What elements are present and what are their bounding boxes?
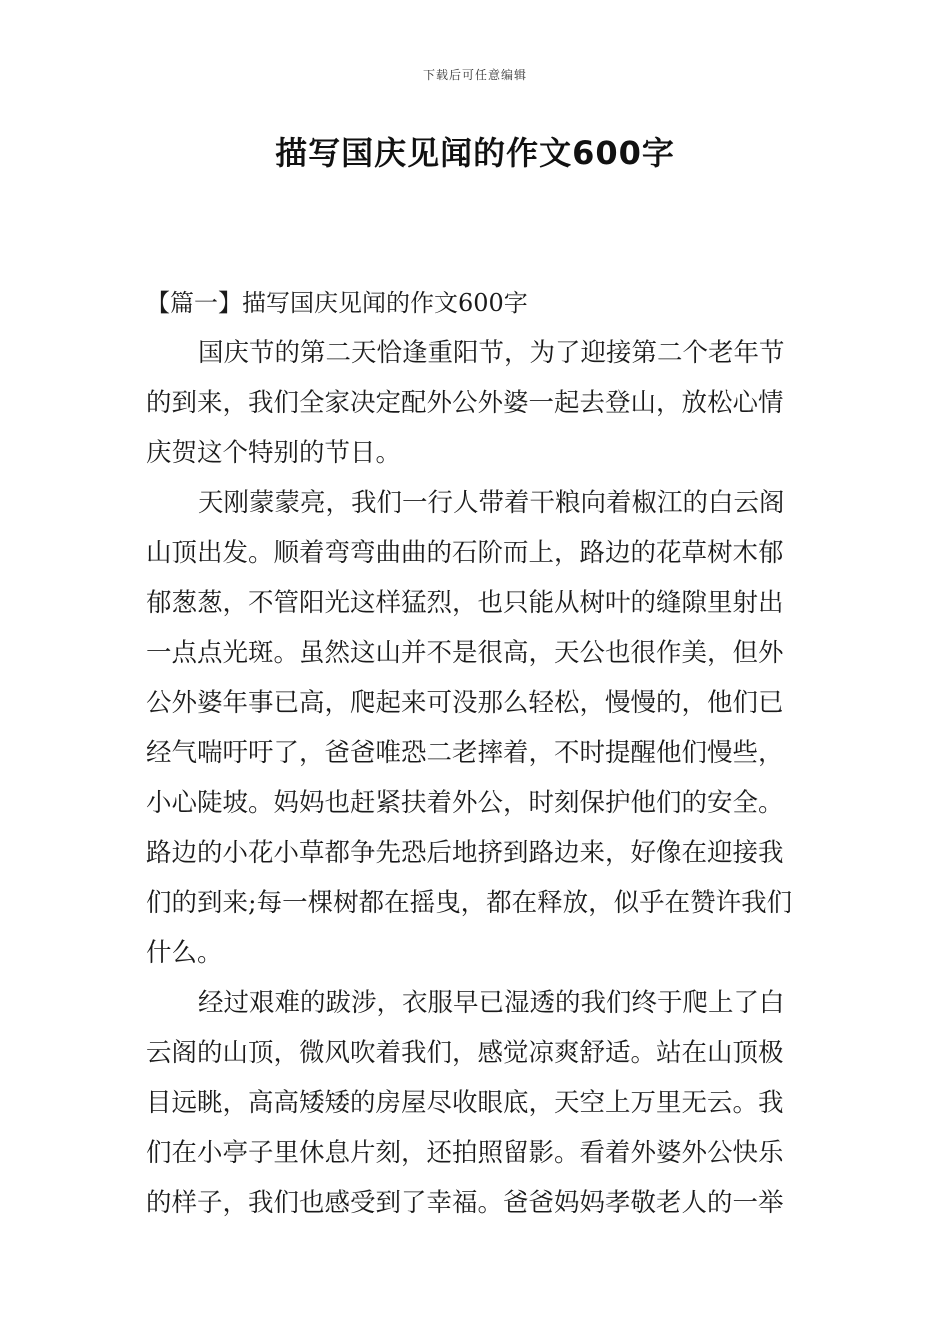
text-line: 经过艰难的跋涉，衣服早已湿透的我们终于爬上了白 xyxy=(198,988,785,1018)
text-line: 公外婆年事已高，爬起来可没那么轻松，慢慢的，他们已 xyxy=(146,688,784,718)
text-line: 们在小亭子里休息片刻，还拍照留影。看着外婆外公快乐 xyxy=(146,1138,784,1168)
document-body xyxy=(146,278,808,1228)
text-line: 们的到来;每一棵树都在摇曳，都在释放，似乎在赞许我们 xyxy=(146,888,793,918)
text-line: 的样子，我们也感受到了幸福。爸爸妈妈孝敬老人的一举 xyxy=(146,1188,784,1218)
text-line: 山顶出发。顺着弯弯曲曲的石阶而上，路边的花草树木郁 xyxy=(146,538,784,568)
text-line: 云阁的山顶，微风吹着我们，感觉凉爽舒适。站在山顶极 xyxy=(146,1038,784,1068)
text-line: 庆贺这个特别的节日。 xyxy=(146,438,402,468)
text-line: 小心陡坡。妈妈也赶紧扶着外公，时刻保护他们的安全。 xyxy=(146,788,784,818)
paragraph-2 xyxy=(146,478,808,978)
text-line: 目远眺，高高矮矮的房屋尽收眼底，天空上万里无云。我 xyxy=(146,1088,784,1118)
header-note: 下载后可任意编辑 xyxy=(422,68,527,82)
text-line: 一点点光斑。虽然这山并不是很高，天公也很作美，但外 xyxy=(146,638,784,668)
text-line: 路边的小花小草都争先恐后地挤到路边来，好像在迎接我 xyxy=(146,838,784,868)
text-line: 什么。 xyxy=(146,938,223,968)
paragraph-3 xyxy=(146,978,808,1228)
text-line: 郁葱葱，不管阳光这样猛烈，也只能从树叶的缝隙里射出 xyxy=(146,588,784,618)
text-line: 天刚蒙蒙亮，我们一行人带着干粮向着椒江的白云阁 xyxy=(198,488,785,518)
section-heading: 【篇一】描写国庆见闻的作文600字 xyxy=(146,289,528,317)
paragraph-1 xyxy=(146,328,808,478)
text-line: 国庆节的第二天恰逢重阳节，为了迎接第二个老年节 xyxy=(198,338,785,368)
document-title: 描写国庆见闻的作文600字 xyxy=(275,134,675,172)
text-line: 的到来，我们全家决定配外公外婆一起去登山，放松心情 xyxy=(146,388,784,418)
text-line: 经气喘吁吁了，爸爸唯恐二老摔着，不时提醒他们慢些， xyxy=(146,738,784,768)
